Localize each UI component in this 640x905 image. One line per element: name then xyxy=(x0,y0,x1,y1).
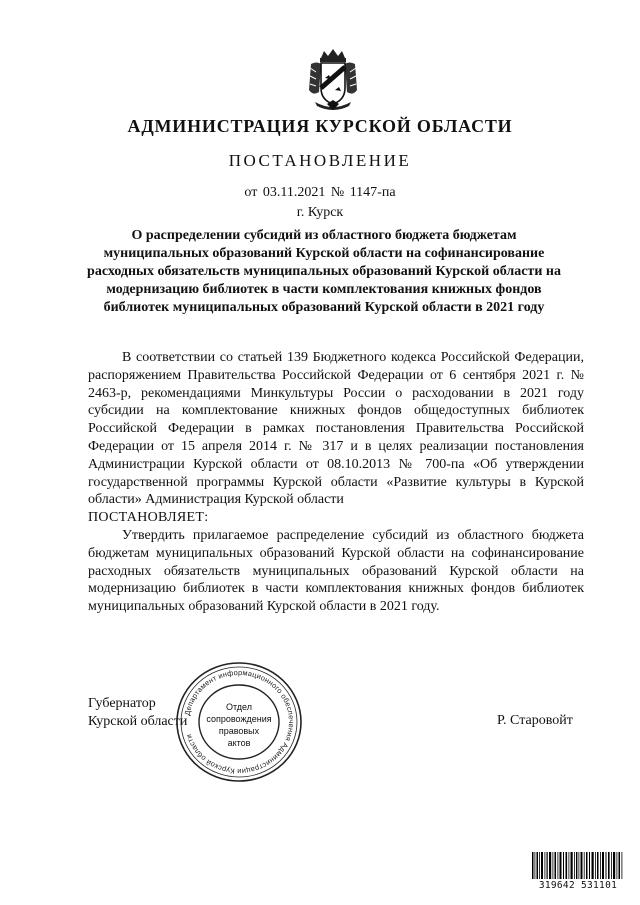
document-subject: О распределении субсидий из областного бюджета бюджетам муниципальных образований Курской области на софинансирование расходных обязательств муниципальных образований Курской области на модернизацию библиотек в части комплектования книжных фондов библиотек муниципальных образований Курской области в 2021 году xyxy=(87,228,561,315)
position-line-1: Губернатор xyxy=(88,696,156,711)
document-date: 03.11.2021 xyxy=(262,185,326,200)
document-type: ПОСТАНОВЛЕНИЕ xyxy=(228,151,412,170)
barcode-number: 319642 531101 xyxy=(530,879,626,892)
document-body xyxy=(88,349,584,616)
stamp-ring-text: Департамент информационного обеспечения Администрации Курской области xyxy=(182,667,297,777)
coat-of-arms-icon xyxy=(307,48,359,112)
date-prefix: от xyxy=(244,185,258,200)
stamp-line-3: правовых xyxy=(218,726,260,736)
signatory-name: Р. Старовойт xyxy=(497,713,573,728)
organization-title: АДМИНИСТРАЦИЯ КУРСКОЙ ОБЛАСТИ xyxy=(127,116,513,136)
body-paragraph-1: В соответствии со статьей 139 Бюджетного кодекса Российской Федерации, распоряжением Правительства Российской Федерации от 6 сентября 2021 г. № 2463-р, рекомендациями Минкультуры России о расходовании в 2021 году субсидии на комплектование книжных фондов общедоступных библиотек Российской Федерации в рамках постановления Правительства Российской Федерации от 15 апреля 2014 г. № 317 и в целях реализации постановления Администрации Курской области от 08.10.2013 № 700-па «Об утверждении государственной программы Курской области «Развитие культуры в Курской области» Администрация Курской области xyxy=(88,350,584,508)
position-line-2: Курской области xyxy=(88,714,188,729)
resolves-line: ПОСТАНОВЛЯЕТ: xyxy=(88,510,209,526)
date-number-line xyxy=(0,185,640,201)
stamp-line-2: сопровождения xyxy=(206,714,272,724)
signatory-position xyxy=(88,695,187,731)
stamp-line-4: актов xyxy=(227,738,251,748)
document-number: 1147-па xyxy=(349,185,396,200)
city: г. Курск xyxy=(296,205,344,220)
number-sign: № xyxy=(330,185,345,200)
round-stamp xyxy=(174,660,304,784)
stamp-line-1: Отдел xyxy=(225,702,253,712)
body-paragraph-2: Утвердить прилагаемое распределение субсидий из областного бюджета бюджетам муниципальных образований Курской области на софинансирование расходных обязательств муниципальных образований Курской области на модернизацию библиотек в части комплектования книжных фондов библиотек муниципальных образований Курской области в 2021 году. xyxy=(88,527,584,615)
